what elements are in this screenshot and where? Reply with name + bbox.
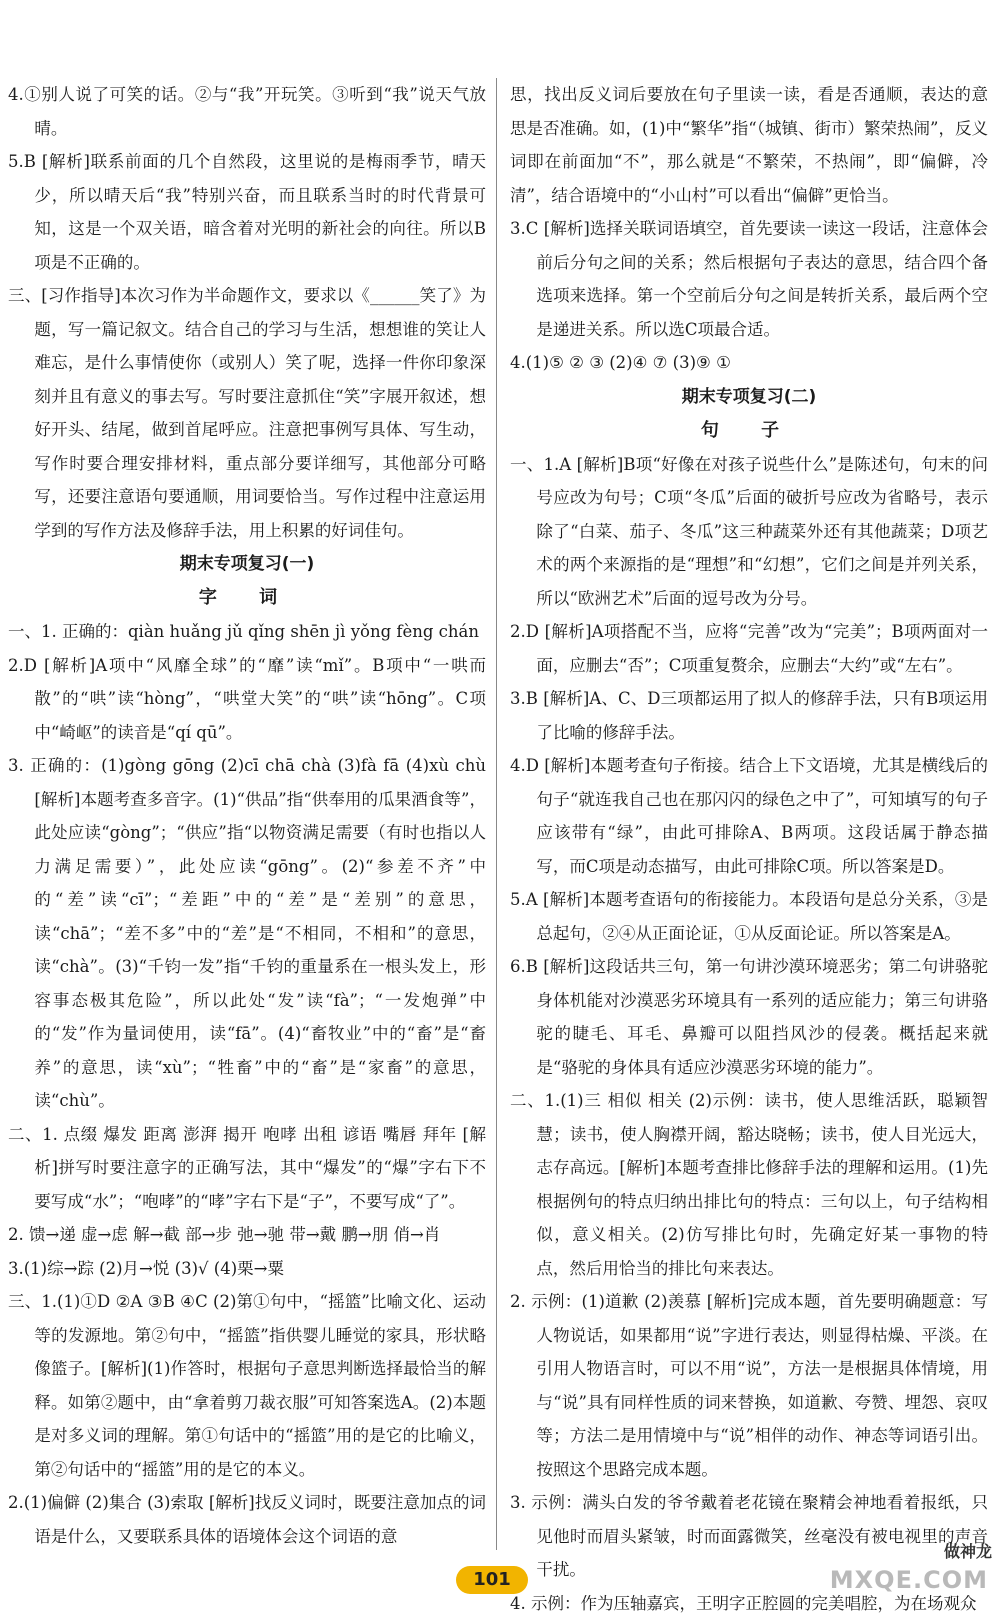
answer-4: 4.①别人说了可笑的话。②与“我”开玩笑。③听到“我”说天气放晴。 <box>8 78 486 145</box>
answer-5: 5.B [解析]联系前面的几个自然段，这里说的是梅雨季节，晴天少，所以晴天后“我”特别兴奋，而且联系当时的时代背景可知，这是一个双关语，暗含着对光明的新社会的向往。所以B项是不正确的。 <box>8 145 486 279</box>
section-title-review-2: 期末专项复习(二) <box>510 380 988 414</box>
watermark-text: MXQE.COM <box>830 1566 988 1594</box>
answer-s2-4: 4. 示例：作为压轴嘉宾，王明字正腔圆的完美唱腔，为在场观众 <box>510 1587 988 1620</box>
answer-s1-6: 6.B [解析]这段话共三句，第一句讲沙漠环境恶劣；第二句讲骆驼身体机能对沙漠恶劣环境具有一系列的适应能力；第三句讲骆驼的睫毛、耳毛、鼻瓣可以阻挡风沙的侵袭。概括起来就是“骆驼的身体具有适应沙漠恶劣环境的能力”。 <box>510 950 988 1084</box>
answer-s2-3: 3. 示例：满头白发的爷爷戴着老花镜在聚精会神地看着报纸，只见他时而眉头紧皱，时而面露微笑，丝毫没有被电视里的声音干扰。 <box>510 1486 988 1587</box>
answer-continued: 思，找出反义词后要放在句子里读一读，看是否通顺，表达的意思是否准确。如，(1)中“繁华”指“（城镇、街市）繁荣热闹”，反义词即在前面加“不”，那么就是“不繁荣，不热闹”，即“偏僻，冷清”，结合语境中的“小山村”可以看出“偏僻”更恰当。 <box>510 78 988 212</box>
answer-s1-2: 2.D [解析]A项搭配不当，应将“完善”改为“完美”；B项两面对一面，应删去“否”；C项重复赘余，应删去“大约”或“左右”。 <box>510 615 988 682</box>
answer-3-2: 2.(1)偏僻 (2)集合 (3)索取 [解析]找反义词时，既要注意加点的词语是什么，又要联系具体的语境体会这个词语的意 <box>8 1486 486 1553</box>
left-column <box>8 78 486 1553</box>
section-subtitle-words: 字 词 <box>8 581 486 615</box>
answer-s1-3: 3.B [解析]A、C、D三项都运用了拟人的修辞手法，只有B项运用了比喻的修辞手法。 <box>510 682 988 749</box>
answer-2-3: 3.(1)综→踪 (2)月→悦 (3)√ (4)栗→粟 <box>8 1252 486 1286</box>
answer-s1-5: 5.A [解析]本题考查语句的衔接能力。本段语句是总分关系，③是总起句，②④从正面论证，①从反面论证。所以答案是A。 <box>510 883 988 950</box>
answer-s2-1: 二、1.(1)三 相似 相关 (2)示例：读书，使人思维活跃，聪颖智慧；读书，使人胸襟开阔，豁达晓畅；读书，使人目光远大，志存高远。[解析]本题考查排比修辞手法的理解和运用。(1)先根据例句的特点归纳出排比句的特点：三句以上，句子结构相似，意义相关。(2)仿写排比句时，先确定好某一事物的特点，然后用恰当的排比句来表达。 <box>510 1084 988 1285</box>
answer-s2-2: 2. 示例：(1)道歉 (2)羡慕 [解析]完成本题，首先要明确题意：写人物说话，如果都用“说”字进行表达，则显得枯燥、平淡。在引用人物语言时，可以不用“说”，方法一是根据具体情境，用与“说”具有同样性质的词来替换，如道歉、夸赞、埋怨、哀叹等；方法二是用情境中与“说”相伴的动作、神态等词语引出。按照这个思路完成本题。 <box>510 1285 988 1486</box>
answer-1-3: 3. 正确的：(1)gòng gōng (2)cī chā chà (3)fà fā (4)xù chù [解析]本题考查多音字。(1)“供品”指“供奉用的瓜果酒食等”，此处应读“gòng”；“供应”指“以物资满足需要（有时也指以人力满足需要）”，此处应读“gōng”。(2)“参差不齐”中的“差”读“cī”；“差距”中的“差”是“差别”的意思，读“chā”；“差不多”中的“差”是“不相同，不相和”的意思，读“chà”。(3)“千钧一发”指“千钧的重量系在一根头发上，形容事态极其危险”，所以此处“发”读“fà”；“一发炮弹”中的“发”作为量词使用，读“fā”。(4)“畜牧业”中的“畜”是“畜养”的意思，读“xù”；“牲畜”中的“畜”是“家畜”的意思，读“chù”。 <box>8 749 486 1118</box>
answer-1-2: 2.D [解析]A项中“风靡全球”的“靡”读“mǐ”。B项中“一哄而散”的“哄”读“hòng”，“哄堂大笑”的“哄”读“hōng”。C项中“崎岖”的读音是“qí qū”。 <box>8 649 486 750</box>
answer-3-3: 3.C [解析]选择关联词语填空，首先要读一读这一段话，注意体会前后分句之间的关系；然后根据句子表达的意思，结合四个备选项来选择。第一个空前后分句之间是转折关系，最后两个空是递进关系。所以选C项最合适。 <box>510 212 988 346</box>
section-title-review-1: 期末专项复习(一) <box>8 547 486 581</box>
section-subtitle-sentences: 句 子 <box>510 414 988 448</box>
answer-s1-1: 一、1.A [解析]B项“好像在对孩子说些什么”是陈述句，句末的问号应改为句号；C项“冬瓜”后面的破折号应改为省略号，表示除了“白菜、茄子、冬瓜”这三种蔬菜外还有其他蔬菜；D项艺术的两个来源指的是“理想”和“幻想”，它们之间是并列关系，所以“欧洲艺术”后面的逗号改为分号。 <box>510 448 988 616</box>
answer-3-1: 三、1.(1)①D ②A ③B ④C (2)第①句中，“摇篮”比喻文化、运动等的发源地。第②句中，“摇篮”指供婴儿睡觉的家具，形状略像篮子。[解析](1)作答时，根据句子意思判断选择最恰当的解释。如第②题中，由“拿着剪刀裁衣服”可知答案选A。(2)本题是对多义词的理解。第①句话中的“摇篮”用的是它的比喻义，第②句话中的“摇篮”用的是它的本义。 <box>8 1285 486 1486</box>
answer-s1-4: 4.D [解析]本题考查句子衔接。结合上下文语境，尤其是横线后的句子“就连我自己也在那闪闪的绿色之中了”，可知填写的句子应该带有“绿”，由此可排除A、B两项。这段话属于静态描写，而C项是动态描写，由此可排除C项。所以答案是D。 <box>510 749 988 883</box>
column-divider <box>496 78 497 1550</box>
writing-guide: 三、[习作指导]本次习作为半命题作文，要求以《______笑了》为题，写一篇记叙文。结合自己的学习与生活，想想谁的笑让人难忘，是什么事情使你（或别人）笑了呢，选择一件你印象深刻并且有意义的事去写。写时要注意抓住“笑”字展开叙述，想好开头、结尾，做到首尾呼应。注意把事例写具体、写生动，写作时要合理安排材料，重点部分要详细写，其他部分可略写，还要注意语句要通顺，用词要恰当。写作过程中注意运用学到的写作方法及修辞手法，用上积累的好词佳句。 <box>8 279 486 547</box>
answer-3-4: 4.(1)⑤ ② ③ (2)④ ⑦ (3)⑨ ① <box>510 346 988 380</box>
page-number: 101 <box>456 1566 528 1594</box>
right-column <box>510 78 988 1620</box>
answer-1-1: 一、1. 正确的：qiàn huǎng jǔ qǐng shēn jì yǒng fèng chán <box>8 615 486 649</box>
watermark-brand: 做神龙 <box>944 1539 992 1562</box>
answer-2-1: 二、1. 点缀 爆发 距离 澎湃 揭开 咆哮 出租 谚语 嘴唇 拜年 [解析]拼写时要注意字的正确写法，其中“爆发”的“爆”字右下不要写成“水”；“咆哮”的“哮”字右下是“子”，不要写成“了”。 <box>8 1118 486 1219</box>
answer-2-2: 2. 馈→递 虚→虑 解→截 部→步 弛→驰 带→戴 鹏→朋 俏→肖 <box>8 1218 486 1252</box>
